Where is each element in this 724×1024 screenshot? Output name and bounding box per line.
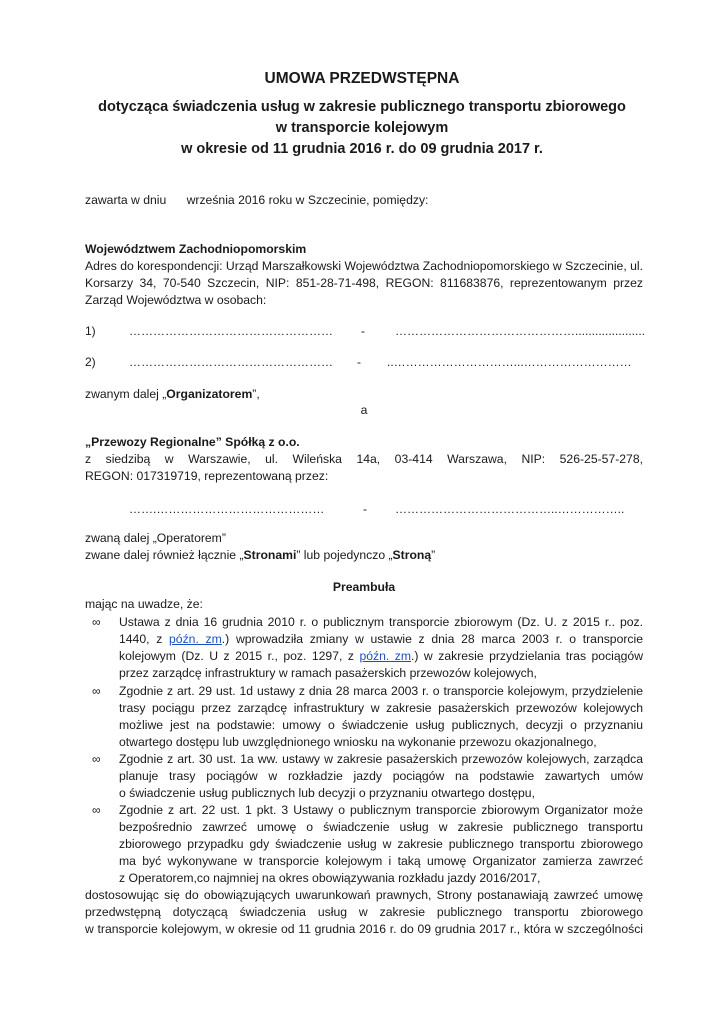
party2-name: „Przewozy Regionalne” Spółką z o.o. [85, 435, 300, 449]
preamble-intro: mając na uwadze, że: [85, 597, 203, 611]
parties-term: Stronami [243, 548, 297, 562]
subtitle-line: w okresie od 11 grudnia 2016 r. do 09 grudnia 2017 r. [181, 141, 543, 157]
infinity-bullet-icon: ∞ [92, 684, 101, 698]
party1-called-as: zwanym dalej „Organizatorem”, [85, 387, 260, 401]
signature-role-field: ..…………………………...……………………… [387, 355, 632, 369]
subtitle-line: w transporcie kolejowym [275, 120, 449, 136]
party-term: Stroną [392, 548, 432, 562]
party1-name: Województwem Zachodniopomorskim [85, 242, 307, 256]
organizer-term: Organizatorem [166, 387, 253, 401]
party2-block [85, 434, 643, 485]
signature-number: 1) [85, 324, 96, 338]
signature-dash: - [357, 355, 361, 369]
infinity-bullet-icon: ∞ [92, 752, 101, 766]
infinity-bullet-icon: ∞ [92, 615, 101, 629]
party2-called-as [85, 530, 643, 564]
pozn-zm-link[interactable]: późn. zm [359, 649, 411, 663]
signature-name-field: …….…………………………………… [129, 502, 325, 516]
signature-dash: - [361, 324, 365, 338]
page-title: UMOWA PRZEDWSTĘPNA [264, 70, 460, 87]
pozn-zm-link[interactable]: późn. zm [169, 632, 222, 646]
parties-called-line: zwane dalej również łącznie „Stronami” lub pojedynczo „Stroną” [85, 548, 436, 562]
subtitle-line: dotycząca świadczenia usług w zakresie publicznego transportu zbiorowego [98, 99, 626, 115]
concluded-text: zawarta w dniu września 2016 roku w Szczecinie, pomiędzy: [85, 193, 429, 207]
preamble-bullet-2: ∞ Zgodnie z art. 29 ust. 1d ustawy z dnia 28 marca 2003 r. o transporcie kolejowym, przydzielenie trasy pociągu przez zarządcę infrastruktury w zakresie pasażerskich przewozów kolejowych możliwe jest na podstawie: umowy o świadczenie usług publicznych, decyzji o przyznaniu otwartego dostępu lub uwzględnionego wniosku na wykonanie przewozu okazjonalnego, [92, 684, 643, 749]
conjunction: a [360, 403, 368, 417]
signature-role-field: …………………………………..…………….. [395, 502, 625, 516]
operator-called-line: zwaną dalej „Operatorem” [85, 531, 226, 545]
signature-row-operator [85, 500, 645, 518]
preamble-bullet-3: ∞ Zgodnie z art. 30 ust. 1a ww. ustawy w zakresie pasażerskich przewozów kolejowych, zarządca planuje trasy pociągów w rozkładzie jazdy pociągów na podstawie zawartych umów o świadczenie usług publicznych lub decyzji o przyznaniu otwartego dostępu, [92, 752, 643, 800]
party1-address-line: Zarząd Województwa w osobach: [85, 293, 267, 307]
signature-dash: - [363, 502, 367, 516]
preamble-heading: Preambuła [332, 580, 396, 594]
preamble-bullet-1: ∞ Ustawa z dnia 16 grudnia 2010 r. o publicznym transporcie zbiorowym (Dz. U. z 2015 r.. poz. 1440, z późn. zm.) wprowadziła zmiany w ustawie z dnia 28 marca 2003 r. o transporcie kolejowym (Dz. U z 2015 r., poz. 1297, z późn. zm.) w zakresie przydzielania tras pociągów przez zarządcę infrastruktury w ramach pasażerskich przewozów kolejowych, [92, 615, 644, 680]
infinity-bullet-icon: ∞ [92, 803, 101, 817]
signature-name-field: …………………………………………… [129, 355, 333, 369]
party2-address-line: z siedzibą w Warszawie, ul. Wileńska 14a, 03-414 Warszawa, NIP: 526-25-57-278, [85, 452, 643, 466]
party2-address-line: REGON: 017319719, reprezentowaną przez: [85, 469, 329, 483]
subtitle [70, 97, 654, 160]
signature-role-field: ………………………………………..................... [395, 324, 646, 338]
signature-row-2 [85, 353, 645, 371]
signature-name-field: …………………………………………… [129, 324, 333, 338]
party1-address-line: Adres do korespondencji: Urząd Marszałkowski Województwa Zachodniopomorskiego w Szczecinie, ul. [85, 259, 643, 273]
preamble-bullet-4: ∞ Zgodnie z art. 22 ust. 1 pkt. 3 Ustawy o publicznym transporcie zbiorowym Organizator może bezpośrednio zawrzeć umowę o świadczenie usług w zakresie publicznego transportu zbiorowego przypadku gdy świadczenie usług w zakresie publicznego transportu zbiorowego ma być wykonywane w transporcie kolejowym i taką umowę Organizator zamierza zawrzeć z Operatorem,co najmniej na okres obowiązywania rozkładu jazdy 2016/2017, [92, 803, 643, 885]
signature-number: 2) [85, 355, 96, 369]
closing-paragraph: dostosowując się do obowiązujących uwarunkowań prawnych, Strony postanawiają zawrzeć umowę przedwstępną dotyczącą świadczenia usług w zakresie publicznego transportu zbiorowego w transporcie kolejowym, w okresie od 11 grudnia 2016 r. do 09 grudnia 2017 r., która w szczególności [85, 888, 643, 936]
party1-address-line: Korsarzy 34, 70-540 Szczecin, NIP: 851-28-71-498, REGON: 811683876, reprezentowanym przez [85, 276, 643, 290]
signature-row-1 [85, 322, 645, 340]
party1-block [85, 241, 643, 309]
